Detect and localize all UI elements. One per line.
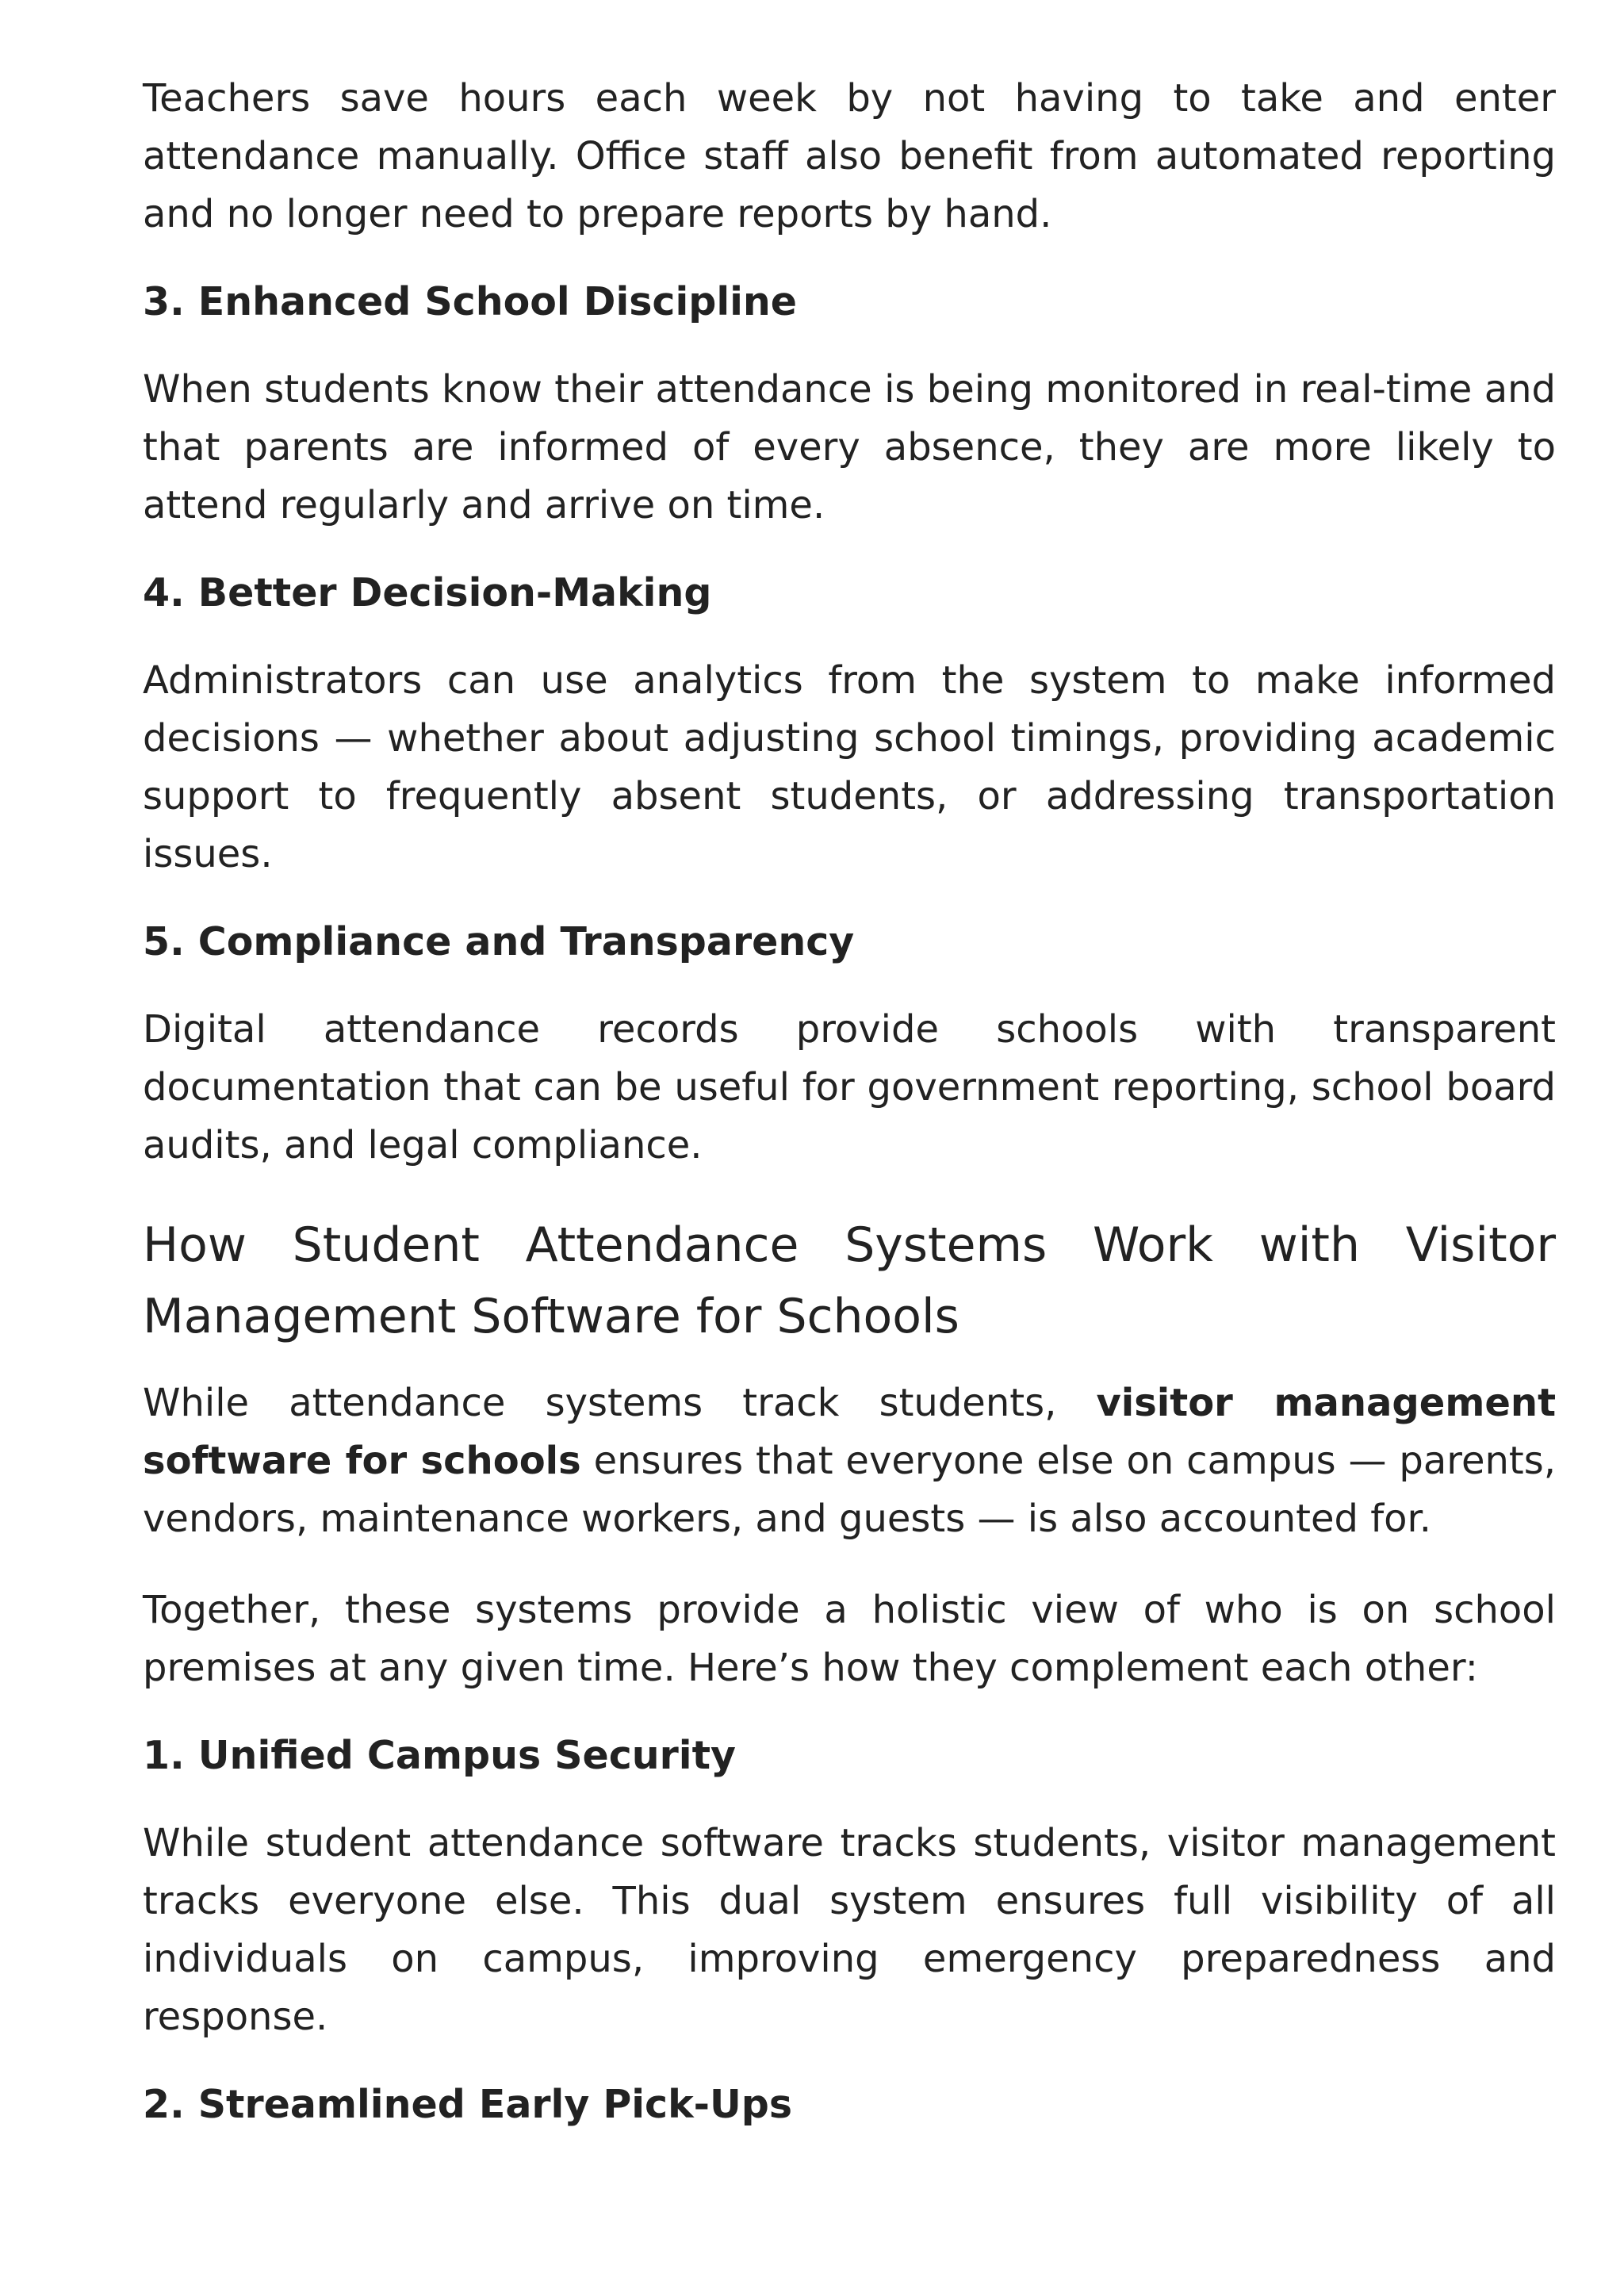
visitor-text-before: While attendance systems track students, <box>143 1381 1097 1425</box>
discipline-paragraph: When students know their attendance is being monitored in real-time and that parents are informed of every absence, they are more likely to attend regularly and arrive on time. <box>143 367 1556 527</box>
visitor-text-after: ensures that everyone else on campus — parents, vendors, maintenance workers, and guests — is also accounted for. <box>143 1439 1556 1541</box>
compliance-paragraph: Digital attendance records provide schools with transparent documentation that can be useful for government reporting, school board audits, and legal compliance. <box>143 1007 1556 1167</box>
decision-heading: 4. Better Decision-Making <box>143 570 712 615</box>
section-heading: How Student Attendance Systems Work with Visitor Management Software for Schools <box>143 1217 1556 1344</box>
visitor-software-bold: visitor management software for schools <box>143 1381 1557 1483</box>
decision-paragraph: Administrators can use analytics from the system to make informed decisions — whether about adjusting school timings, providing academic support to frequently absent students, or addressing transportation issues. <box>143 658 1556 876</box>
security-paragraph: While student attendance software tracks students, visitor management tracks everyone else. This dual system ensures full visibility of all individuals on campus, improving emergency preparedness and response. <box>143 1821 1556 2039</box>
intro-paragraph: Teachers save hours each week by not having to take and enter attendance manually. Office staff also benefit from automated reporting and no longer need to prepare reports by hand. <box>143 76 1556 236</box>
document-page <box>143 70 1556 2164</box>
visitor-paragraph <box>143 1374 1556 1548</box>
discipline-heading: 3. Enhanced School Discipline <box>143 279 798 324</box>
pickup-heading: 2. Streamlined Early Pick-Ups <box>143 2082 793 2127</box>
compliance-heading: 5. Compliance and Transparency <box>143 919 855 964</box>
together-paragraph: Together, these systems provide a holistic view of who is on school premises at any given time. Here’s how they complement each other: <box>143 1588 1556 1690</box>
security-heading: 1. Unified Campus Security <box>143 1733 736 1778</box>
